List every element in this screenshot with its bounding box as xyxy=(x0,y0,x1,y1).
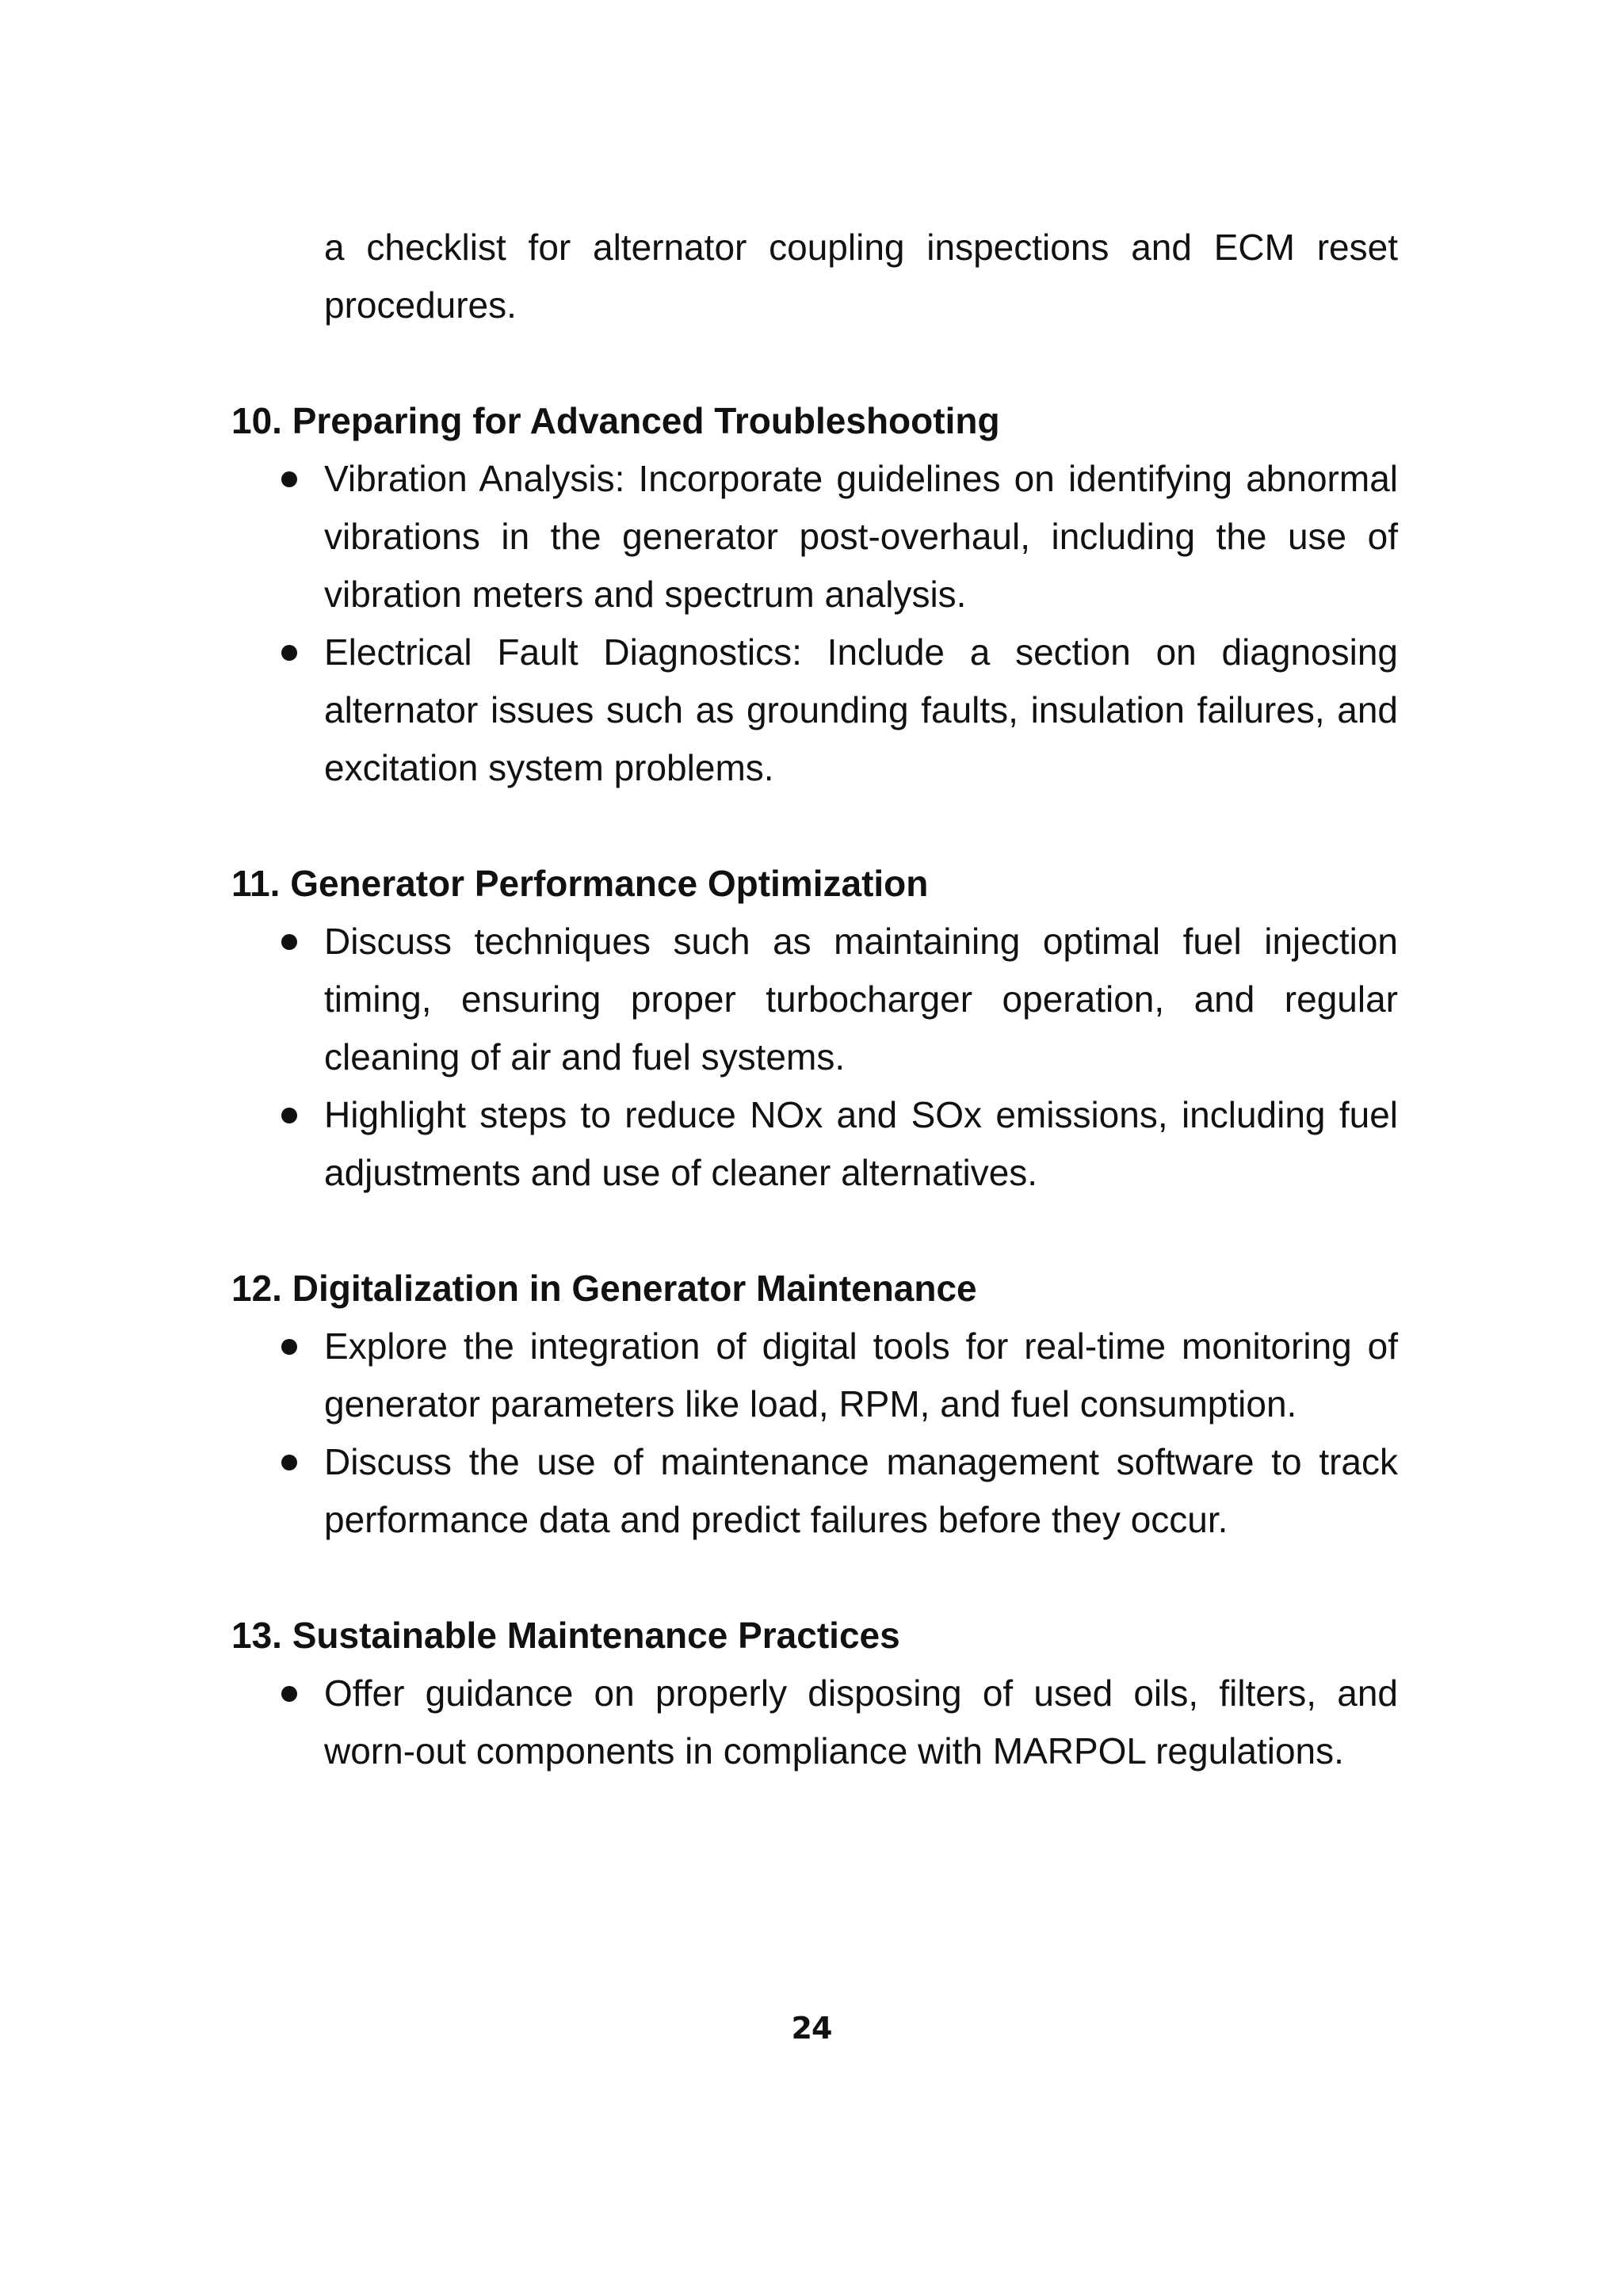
bullet-dot-icon xyxy=(281,934,297,950)
bullet-dot-icon xyxy=(281,1455,297,1470)
bullet-dot-icon xyxy=(281,645,297,661)
bullet-text: Offer guidance on properly disposing of used oils, filters, and worn-out components in compliance with MARPOL regulations. xyxy=(324,1672,1398,1772)
page-content xyxy=(231,219,1398,1780)
bullet-text: Vibration Analysis: Incorporate guidelines on identifying abnormal vibrations in the generator post-overhaul, including the use of vibration meters and spectrum analysis. xyxy=(324,458,1398,615)
bullet-dot-icon xyxy=(281,471,297,487)
section-performance-optimization xyxy=(231,855,1398,1202)
section-heading: 12. Digitalization in Generator Maintenance xyxy=(231,1268,977,1309)
bullet-item xyxy=(231,1086,1398,1202)
section-heading: 13. Sustainable Maintenance Practices xyxy=(231,1615,900,1656)
section-digitalization xyxy=(231,1260,1398,1549)
page-number: 24 xyxy=(791,2011,832,2046)
bullet-text: Explore the integration of digital tools for real-time monitoring of generator parameters like load, RPM, and fuel consumption. xyxy=(324,1325,1398,1425)
bullet-text: Discuss techniques such as maintaining optimal fuel injection timing, ensuring proper turbocharger operation, and regular cleaning of air and fuel systems. xyxy=(324,921,1398,1077)
bullet-text: Highlight steps to reduce NOx and SOx emissions, including fuel adjustments and use of cleaner alternatives. xyxy=(324,1094,1398,1193)
bullet-list xyxy=(231,913,1398,1202)
continuation-paragraph: a checklist for alternator coupling inspections and ECM reset procedures. xyxy=(324,227,1398,326)
bullet-text: Electrical Fault Diagnostics: Include a section on diagnosing alternator issues such as grounding faults, insulation failures, and excitation system problems. xyxy=(324,631,1398,788)
section-heading: 11. Generator Performance Optimization xyxy=(231,863,929,904)
bullet-text: Discuss the use of maintenance management software to track performance data and predict failures before they occur. xyxy=(324,1441,1398,1540)
bullet-item xyxy=(231,1665,1398,1780)
section-sustainable-practices xyxy=(231,1607,1398,1780)
bullet-list xyxy=(231,1665,1398,1780)
bullet-list xyxy=(231,1318,1398,1549)
bullet-item xyxy=(231,624,1398,797)
bullet-item xyxy=(231,913,1398,1086)
bullet-dot-icon xyxy=(281,1339,297,1355)
bullet-dot-icon xyxy=(281,1108,297,1123)
bullet-item xyxy=(231,1318,1398,1433)
bullet-list xyxy=(231,450,1398,797)
bullet-item xyxy=(231,450,1398,624)
bullet-item xyxy=(231,1433,1398,1549)
bullet-dot-icon xyxy=(281,1686,297,1702)
section-heading: 10. Preparing for Advanced Troubleshooting xyxy=(231,400,1000,441)
section-advanced-troubleshooting xyxy=(231,392,1398,797)
